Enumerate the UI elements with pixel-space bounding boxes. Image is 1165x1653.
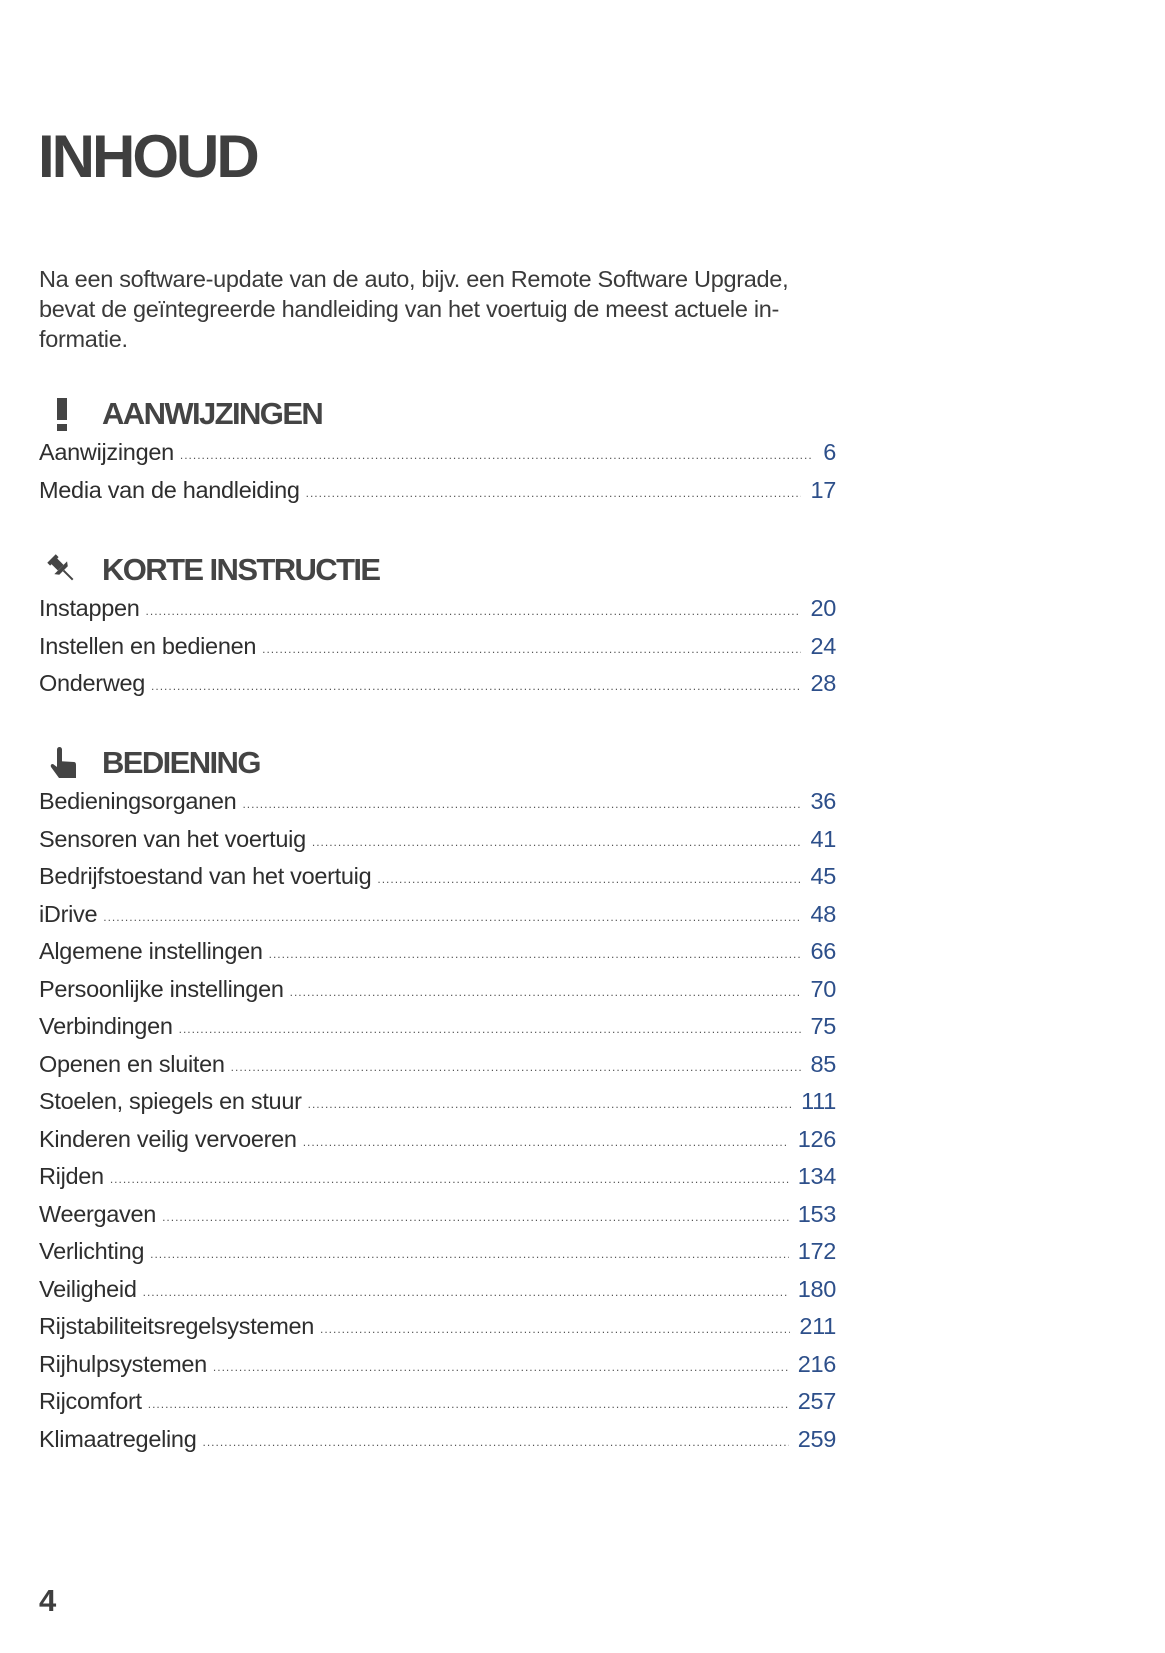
toc-entry[interactable]	[39, 670, 836, 708]
pushpin-icon	[41, 550, 83, 590]
dot-leader	[151, 679, 801, 693]
intro-line: formatie.	[39, 326, 128, 352]
toc-page-link[interactable]: 75	[810, 1013, 836, 1039]
toc-entry[interactable]	[39, 1426, 836, 1464]
toc-entry[interactable]	[39, 1238, 836, 1276]
toc-entry-label: Veiligheid	[39, 1275, 137, 1302]
section-title: AANWIJZINGEN	[102, 396, 323, 431]
toc-page-link[interactable]: 24	[810, 632, 836, 659]
dot-leader	[262, 642, 801, 656]
dot-leader	[162, 1210, 789, 1224]
toc-entry-label: Bedieningsorganen	[39, 788, 237, 814]
toc-entry[interactable]	[39, 1276, 836, 1314]
toc-entry[interactable]	[39, 901, 836, 939]
section-header	[39, 741, 836, 785]
dot-leader	[303, 1135, 789, 1149]
toc-entry-label: Stoelen, spiegels en stuur	[39, 1088, 302, 1114]
toc-page-link[interactable]: 111	[801, 1088, 836, 1114]
intro-line: Na een software-update van de auto, bijv. een Remote Software Upgrade,	[39, 266, 789, 292]
toc-entry-label: Rijcomfort	[39, 1388, 142, 1414]
toc-entry-label: Instellen en bedienen	[39, 632, 257, 659]
intro-line: bevat de geïntegreerde handleiding van het voertuig de meest actuele in-	[39, 296, 780, 322]
toc-entry-label: Onderweg	[39, 670, 146, 696]
dot-leader	[143, 1285, 789, 1299]
toc-entry[interactable]	[39, 1126, 836, 1164]
toc-page-link[interactable]: 259	[797, 1425, 836, 1452]
dot-leader	[308, 1097, 793, 1111]
toc-page-link[interactable]: 28	[810, 670, 836, 696]
toc-entry-label: Aanwijzingen	[39, 439, 174, 465]
section-title: BEDIENING	[102, 745, 260, 780]
section-header	[39, 548, 836, 592]
toc-page-link[interactable]: 6	[823, 439, 836, 465]
toc-entry-label: Kinderen veilig vervoeren	[39, 1125, 297, 1152]
toc-entry[interactable]	[39, 595, 836, 633]
toc-entry[interactable]	[39, 1388, 836, 1426]
toc-entry-label: Rijstabiliteitsregelsystemen	[39, 1313, 315, 1339]
toc-page-link[interactable]: 17	[810, 476, 836, 503]
toc-page-link[interactable]: 257	[797, 1388, 836, 1414]
toc-entry[interactable]	[39, 1088, 836, 1126]
toc-entry[interactable]	[39, 1013, 836, 1051]
page-title: INHOUD	[38, 123, 257, 190]
toc-entry[interactable]	[39, 1313, 836, 1351]
toc-entry-label: iDrive	[39, 900, 98, 927]
toc-entry-label: Verbindingen	[39, 1013, 173, 1039]
toc-entry[interactable]	[39, 1351, 836, 1389]
section-header	[39, 392, 836, 436]
toc-entry[interactable]	[39, 1201, 836, 1239]
toc-page-link[interactable]: 85	[810, 1050, 836, 1077]
toc-entry-label: Media van de handleiding	[39, 476, 300, 503]
toc-page-link[interactable]: 41	[810, 825, 836, 852]
toc-entry-label: Bedrijfstoestand van het voertuig	[39, 863, 372, 889]
toc-entry[interactable]	[39, 1051, 836, 1089]
toc-page-link[interactable]: 134	[797, 1163, 836, 1189]
toc-entry-label: Klimaatregeling	[39, 1425, 197, 1452]
dot-leader	[148, 1397, 789, 1411]
toc-page-link[interactable]: 70	[810, 975, 836, 1002]
exclamation-icon	[41, 394, 83, 434]
dot-leader	[103, 910, 801, 924]
toc-page-link[interactable]: 45	[810, 863, 836, 889]
dot-leader	[179, 1022, 802, 1036]
toc-entry[interactable]	[39, 826, 836, 864]
toc-entry-label: Verlichting	[39, 1238, 145, 1264]
toc-page-link[interactable]: 126	[797, 1125, 836, 1152]
toc-entry-label: Rijhulpsystemen	[39, 1350, 207, 1377]
toc-entry[interactable]	[39, 788, 836, 826]
section-korte-instructie	[39, 548, 836, 708]
toc-entry[interactable]	[39, 863, 836, 901]
toc-page-link[interactable]: 153	[797, 1200, 836, 1227]
toc-entry[interactable]	[39, 1163, 836, 1201]
toc-entry[interactable]	[39, 477, 836, 515]
toc-page-link[interactable]: 48	[810, 900, 836, 927]
section-aanwijzingen	[39, 392, 836, 514]
section-bediening	[39, 741, 836, 1463]
dot-leader	[312, 835, 802, 849]
toc-entry[interactable]	[39, 633, 836, 671]
toc-entry-label: Rijden	[39, 1163, 104, 1189]
dot-leader	[320, 1322, 790, 1336]
dot-leader	[213, 1360, 789, 1374]
intro-paragraph	[39, 264, 839, 354]
dot-leader	[269, 947, 802, 961]
toc-entry-label: Instappen	[39, 595, 140, 621]
toc-entry[interactable]	[39, 976, 836, 1014]
toc-page-link[interactable]: 66	[810, 938, 836, 964]
section-title: KORTE INSTRUCTIE	[102, 552, 380, 587]
dot-leader	[150, 1247, 789, 1261]
dot-leader	[202, 1435, 788, 1449]
dot-leader	[306, 486, 802, 500]
dot-leader	[110, 1172, 789, 1186]
dot-leader	[290, 985, 802, 999]
toc-page-link[interactable]: 180	[797, 1275, 836, 1302]
dot-leader	[231, 1060, 802, 1074]
pointing-hand-icon	[41, 743, 83, 783]
page-number: 4	[39, 1583, 57, 1618]
dot-leader	[242, 797, 801, 811]
toc-list	[39, 788, 836, 1463]
toc-page-link[interactable]: 216	[797, 1350, 836, 1377]
toc-list	[39, 595, 836, 708]
toc-page-link[interactable]: 36	[810, 788, 836, 814]
toc-list	[39, 439, 836, 514]
toc-entry-label: Weergaven	[39, 1200, 157, 1227]
toc-entry-label: Openen en sluiten	[39, 1050, 225, 1077]
toc-entry-label: Sensoren van het voertuig	[39, 825, 306, 852]
toc-entry[interactable]	[39, 938, 836, 976]
toc-page-link[interactable]: 211	[799, 1313, 836, 1339]
toc-entry-label: Persoonlijke instellingen	[39, 975, 284, 1002]
dot-leader	[377, 872, 801, 886]
toc-page-link[interactable]: 172	[797, 1238, 836, 1264]
dot-leader	[146, 604, 802, 618]
toc-page-link[interactable]: 20	[810, 595, 836, 621]
toc-entry[interactable]	[39, 439, 836, 477]
toc-entry-label: Algemene instellingen	[39, 938, 263, 964]
dot-leader	[180, 448, 813, 462]
